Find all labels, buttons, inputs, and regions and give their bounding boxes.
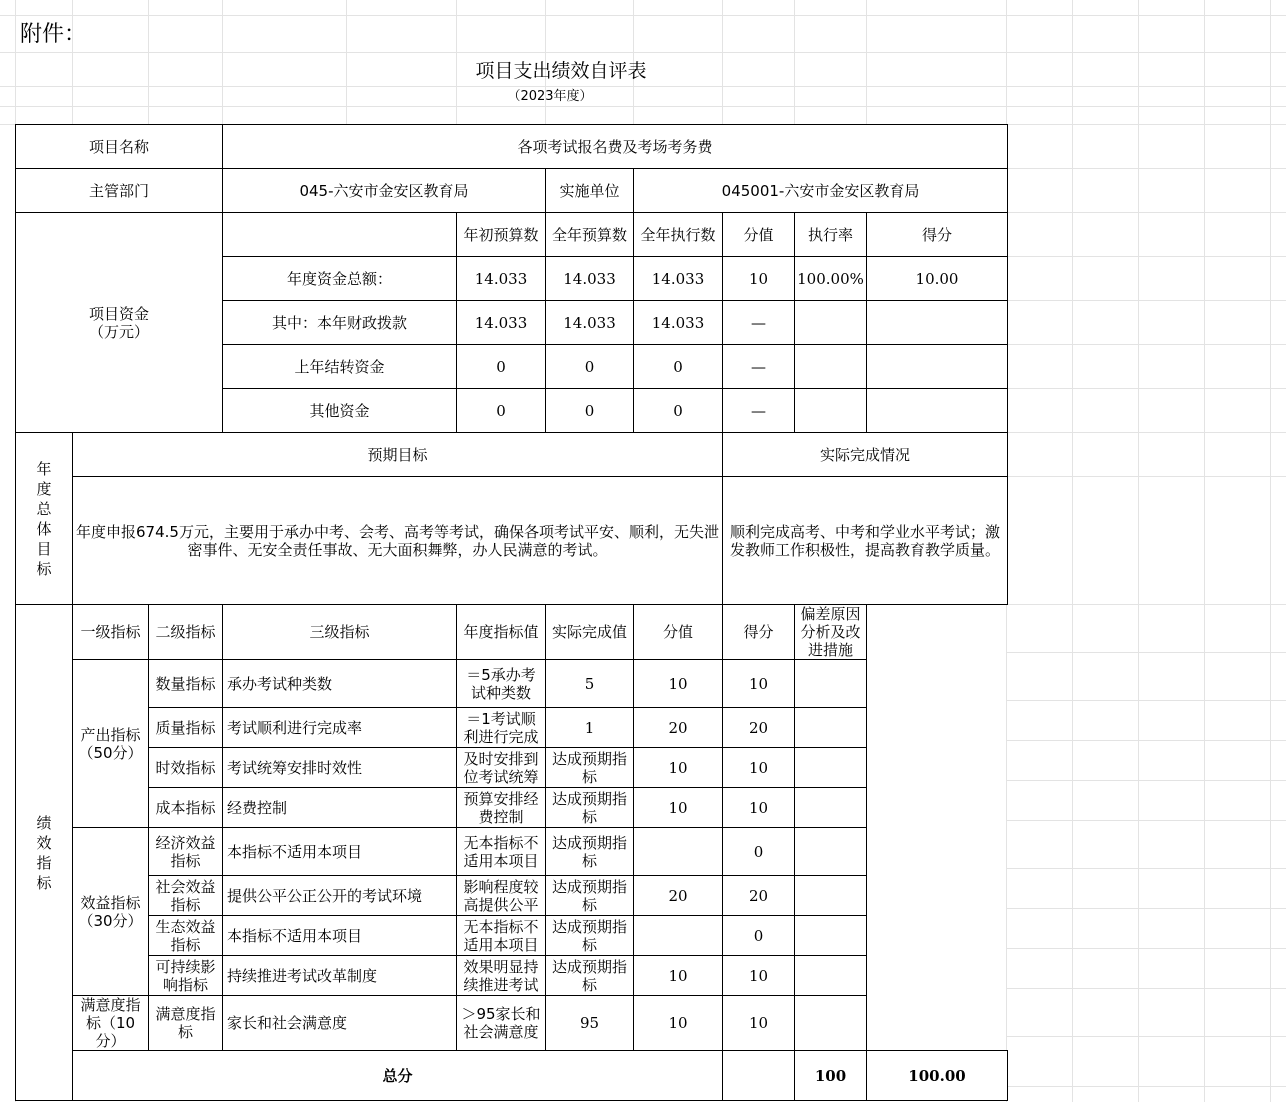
- perf-label-char: 指: [36, 853, 52, 872]
- goals-label-char: 总: [36, 499, 52, 518]
- funds-executed[interactable]: 14.033: [634, 301, 723, 345]
- deviation-note[interactable]: [795, 708, 867, 748]
- level2-indicator: 质量指标: [149, 708, 223, 748]
- deviation-note[interactable]: [795, 996, 867, 1051]
- target-value[interactable]: 无本指标不适用本项目: [457, 916, 546, 956]
- actual-value[interactable]: 1: [546, 708, 634, 748]
- weight-value[interactable]: [634, 916, 723, 956]
- actual-value[interactable]: 达成预期指标: [546, 748, 634, 788]
- perf-header: 二级指标: [149, 605, 223, 660]
- actual-goal-text[interactable]: 顺利完成高考、中考和学业水平考试；激发教师工作积极性，提高教育教学质量。: [723, 477, 1008, 605]
- funds-row-name: 上年结转资金: [223, 345, 457, 389]
- goals-label-char: 标: [36, 559, 52, 578]
- funds-score[interactable]: [867, 301, 1008, 345]
- weight-value[interactable]: 10: [634, 748, 723, 788]
- page-title: 项目支出绩效自评表: [475, 60, 647, 82]
- level2-indicator: 成本指标: [149, 788, 223, 828]
- funds-row-name: 其中：本年财政拨款: [223, 301, 457, 345]
- funds-score[interactable]: [867, 345, 1008, 389]
- perf-header: 三级指标: [223, 605, 457, 660]
- funds-score-value[interactable]: —: [723, 345, 795, 389]
- target-value[interactable]: 预算安排经费控制: [457, 788, 546, 828]
- level3-indicator[interactable]: 本指标不适用本项目: [223, 916, 457, 956]
- goals-label-char: 体: [36, 519, 52, 538]
- funds-annual[interactable]: 0: [546, 345, 634, 389]
- funds-rate[interactable]: 100.00%: [795, 257, 867, 301]
- level3-indicator[interactable]: 提供公平公正公开的考试环境: [223, 876, 457, 916]
- project-name[interactable]: 各项考试报名费及考场考务费: [223, 125, 1008, 169]
- target-value[interactable]: ＝1考试顺利进行完成: [457, 708, 546, 748]
- deviation-note[interactable]: [795, 788, 867, 828]
- weight-value[interactable]: 20: [634, 876, 723, 916]
- funds-score[interactable]: [867, 389, 1008, 433]
- level2-indicator: 生态效益指标: [149, 916, 223, 956]
- actual-value[interactable]: 达成预期指标: [546, 828, 634, 876]
- score-value[interactable]: 0: [723, 916, 795, 956]
- perf-label: [16, 605, 73, 1101]
- funds-score[interactable]: 10.00: [867, 257, 1008, 301]
- level1-indicator: 产出指标（50分）: [73, 660, 149, 828]
- target-value[interactable]: 影响程度较高提供公平: [457, 876, 546, 916]
- unit-label: 实施单位: [546, 169, 634, 213]
- report-year: （2023年度）: [507, 89, 593, 104]
- funds-header-blank: [223, 213, 457, 257]
- funds-rate[interactable]: [795, 301, 867, 345]
- weight-value[interactable]: 10: [634, 660, 723, 708]
- level3-indicator[interactable]: 考试顺利进行完成率: [223, 708, 457, 748]
- deviation-note[interactable]: [795, 660, 867, 708]
- level2-indicator: 数量指标: [149, 660, 223, 708]
- score-value[interactable]: 10: [723, 748, 795, 788]
- total-weight[interactable]: 100: [795, 1051, 867, 1101]
- deviation-note[interactable]: [795, 828, 867, 876]
- perf-header: 实际完成值: [546, 605, 634, 660]
- deviation-note[interactable]: [795, 956, 867, 996]
- target-value[interactable]: 效果明显持续推进考试: [457, 956, 546, 996]
- goals-label-char: 度: [36, 479, 52, 498]
- level3-indicator[interactable]: 承办考试种类数: [223, 660, 457, 708]
- level3-indicator[interactable]: 考试统筹安排时效性: [223, 748, 457, 788]
- funds-label-line2: （万元）: [88, 322, 149, 341]
- goals-label-char: 年: [36, 459, 52, 478]
- funds-label: [16, 213, 223, 433]
- funds-initial[interactable]: 14.033: [457, 301, 546, 345]
- target-value[interactable]: 无本指标不适用本项目: [457, 828, 546, 876]
- funds-initial[interactable]: 0: [457, 345, 546, 389]
- deviation-note[interactable]: [795, 916, 867, 956]
- funds-row-name: 年度资金总额：: [223, 257, 457, 301]
- perf-header: 偏差原因分析及改进措施: [795, 605, 867, 660]
- level2-indicator: 经济效益指标: [149, 828, 223, 876]
- weight-value[interactable]: 10: [634, 996, 723, 1051]
- funds-header: 得分: [867, 213, 1008, 257]
- level2-indicator: 可持续影响指标: [149, 956, 223, 996]
- weight-value[interactable]: 10: [634, 788, 723, 828]
- actual-value[interactable]: 达成预期指标: [546, 788, 634, 828]
- actual-value[interactable]: 达成预期指标: [546, 956, 634, 996]
- dept-label: 主管部门: [16, 169, 223, 213]
- actual-value[interactable]: 5: [546, 660, 634, 708]
- level2-indicator: 满意度指标: [149, 996, 223, 1051]
- perf-header: 得分: [723, 605, 795, 660]
- funds-score-value[interactable]: —: [723, 389, 795, 433]
- unit-value[interactable]: 045001-六安市金安区教育局: [634, 169, 1008, 213]
- funds-executed[interactable]: 0: [634, 345, 723, 389]
- funds-header: 全年预算数: [546, 213, 634, 257]
- total-label: 总分: [73, 1051, 723, 1101]
- score-value[interactable]: 0: [723, 828, 795, 876]
- target-value[interactable]: ＞95家长和社会满意度: [457, 996, 546, 1051]
- total-score[interactable]: 100.00: [867, 1051, 1008, 1101]
- funds-annual[interactable]: 0: [546, 389, 634, 433]
- project-name-label: 项目名称: [16, 125, 223, 169]
- level2-indicator: 时效指标: [149, 748, 223, 788]
- goals-label: [16, 433, 73, 605]
- perf-label-char: 绩: [36, 813, 52, 832]
- score-value[interactable]: 10: [723, 996, 795, 1051]
- funds-header: 执行率: [795, 213, 867, 257]
- weight-value[interactable]: 10: [634, 956, 723, 996]
- expected-goal-text[interactable]: 年度申报674.5万元，主要用于承办中考、会考、高考等考试，确保各项考试平安、顺利，无失泄密事件、无安全责任事故、无大面积舞弊，办人民满意的考试。: [73, 477, 723, 605]
- funds-initial[interactable]: 0: [457, 389, 546, 433]
- perf-label-char: 效: [36, 833, 52, 852]
- funds-header: 年初预算数: [457, 213, 546, 257]
- actual-value[interactable]: 达成预期指标: [546, 876, 634, 916]
- level3-indicator[interactable]: 经费控制: [223, 788, 457, 828]
- score-value[interactable]: 10: [723, 956, 795, 996]
- level1-indicator: 满意度指标（10分）: [73, 996, 149, 1051]
- total-actual[interactable]: [723, 1051, 795, 1101]
- level2-indicator: 社会效益指标: [149, 876, 223, 916]
- perf-header: 一级指标: [73, 605, 149, 660]
- funds-header: 全年执行数: [634, 213, 723, 257]
- funds-executed[interactable]: 14.033: [634, 257, 723, 301]
- target-value[interactable]: 及时安排到位考试统筹: [457, 748, 546, 788]
- attachment-label: 附件：: [20, 22, 87, 47]
- level3-indicator[interactable]: 持续推进考试改革制度: [223, 956, 457, 996]
- actual-goal-header: 实际完成情况: [723, 433, 1008, 477]
- deviation-note[interactable]: [795, 748, 867, 788]
- deviation-note[interactable]: [795, 876, 867, 916]
- perf-header: 分值: [634, 605, 723, 660]
- performance-table: [15, 124, 1008, 1101]
- funds-score-value[interactable]: 10: [723, 257, 795, 301]
- perf-header: 年度指标值: [457, 605, 546, 660]
- funds-header: 分值: [723, 213, 795, 257]
- actual-value[interactable]: 95: [546, 996, 634, 1051]
- funds-initial[interactable]: 14.033: [457, 257, 546, 301]
- funds-row-name: 其他资金: [223, 389, 457, 433]
- funds-rate[interactable]: [795, 345, 867, 389]
- actual-value[interactable]: 达成预期指标: [546, 916, 634, 956]
- goals-label-char: 目: [36, 539, 52, 558]
- weight-value[interactable]: [634, 828, 723, 876]
- funds-label-line1: 项目资金: [88, 304, 149, 323]
- funds-executed[interactable]: 0: [634, 389, 723, 433]
- level3-indicator[interactable]: 家长和社会满意度: [223, 996, 457, 1051]
- dept-value[interactable]: 045-六安市金安区教育局: [223, 169, 546, 213]
- score-value[interactable]: 10: [723, 788, 795, 828]
- funds-rate[interactable]: [795, 389, 867, 433]
- perf-label-char: 标: [36, 873, 52, 892]
- weight-value[interactable]: 20: [634, 708, 723, 748]
- score-value[interactable]: 20: [723, 708, 795, 748]
- funds-annual[interactable]: 14.033: [546, 301, 634, 345]
- score-value[interactable]: 10: [723, 660, 795, 708]
- level3-indicator[interactable]: 本指标不适用本项目: [223, 828, 457, 876]
- funds-score-value[interactable]: —: [723, 301, 795, 345]
- level1-indicator: 效益指标（30分）: [73, 828, 149, 996]
- expected-goal-header: 预期目标: [73, 433, 723, 477]
- funds-annual[interactable]: 14.033: [546, 257, 634, 301]
- target-value[interactable]: ＝5承办考试种类数: [457, 660, 546, 708]
- score-value[interactable]: 20: [723, 876, 795, 916]
